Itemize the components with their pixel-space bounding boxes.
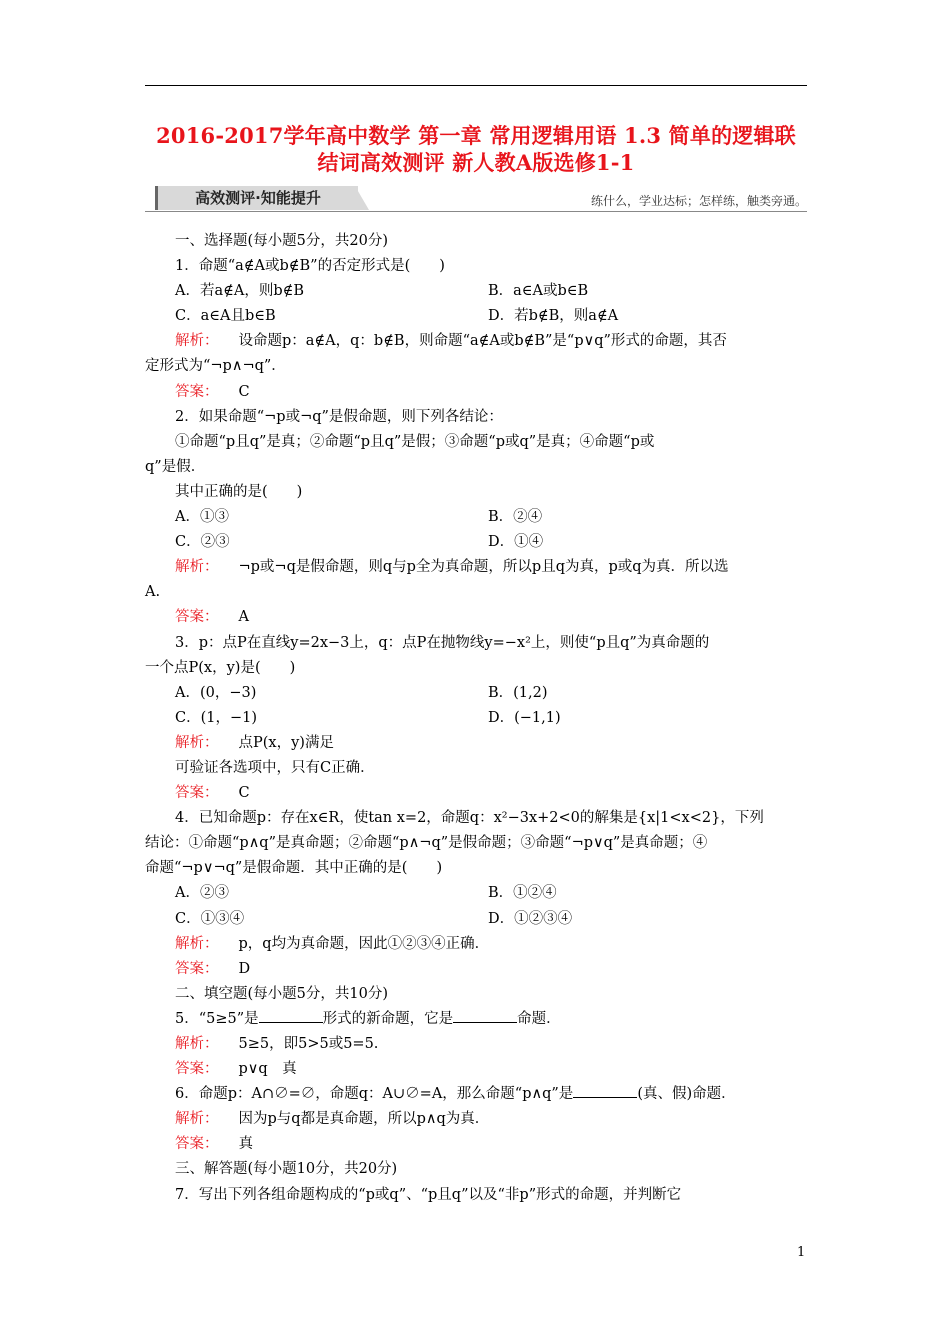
answer-text: 真 bbox=[238, 1136, 253, 1153]
section-heading: 三、解答题(每小题10分，共20分) bbox=[175, 1161, 398, 1178]
document-title bbox=[145, 122, 807, 176]
question-text: 3．p：点P在直线y=2x−3上，q：点P在抛物线y=−x²上，则使“p且q”为真命题的 bbox=[175, 634, 710, 651]
option-row bbox=[145, 681, 807, 706]
answer-text: C bbox=[238, 785, 250, 802]
answer-blank bbox=[453, 1008, 517, 1023]
analysis-label: 解析： bbox=[175, 559, 219, 576]
answer-line bbox=[145, 957, 807, 982]
question-continuation: 命题“¬p∨¬q”是假命题．其中正确的是( ) bbox=[145, 860, 443, 877]
answer-line bbox=[145, 605, 807, 630]
question-part: 5．“5≥5”是 bbox=[175, 1010, 259, 1027]
question-continuation: 结论：①命题“p∧q”是真命题；②命题“p∧¬q”是假命题；③命题“¬p∨q”是真命题；④ bbox=[145, 835, 708, 852]
answer-line bbox=[145, 380, 807, 405]
banner-tab: 高效测评·知能提升 bbox=[155, 186, 358, 210]
option-d: D．①②③④ bbox=[488, 910, 573, 927]
answer-label: 答案： bbox=[175, 609, 219, 626]
answer-label: 答案： bbox=[175, 1136, 219, 1153]
question-part: 命题． bbox=[517, 1010, 561, 1027]
question-text: ①命题“p且q”是真；②命题“p且q”是假；③命题“p或q”是真；④命题“p或 bbox=[175, 433, 655, 450]
title-line-2: 结词高效测评 新人教A版选修1-1 bbox=[317, 150, 635, 175]
analysis-label: 解析： bbox=[175, 1111, 219, 1128]
option-b: B．②④ bbox=[488, 509, 543, 526]
analysis-continuation: 定形式为“¬p∧¬q”． bbox=[145, 358, 286, 375]
answer-blank bbox=[259, 1008, 323, 1023]
question-part: 6．命题p：A∩∅=∅，命题q：A∪∅=A，那么命题“p∧q”是 bbox=[175, 1086, 574, 1103]
analysis-line bbox=[145, 731, 807, 756]
option-row bbox=[145, 505, 807, 530]
option-row bbox=[145, 530, 807, 555]
analysis-line bbox=[145, 329, 807, 354]
answer-text: A bbox=[238, 609, 249, 626]
analysis-line bbox=[145, 1032, 807, 1057]
option-c: C．①③④ bbox=[175, 910, 245, 927]
answer-line bbox=[145, 781, 807, 806]
banner-rule bbox=[145, 211, 807, 212]
question-part: (真、假)命题． bbox=[637, 1086, 736, 1103]
question-part: 形式的新命题，它是 bbox=[322, 1010, 454, 1027]
option-row bbox=[145, 304, 807, 329]
analysis-continuation: A. bbox=[145, 584, 161, 601]
question-continuation: q”是假． bbox=[145, 458, 206, 475]
analysis-text: 设命题p：a∉A，q：b∉B，则命题“a∉A或b∉B”是“p∨q”形式的命题，其否 bbox=[238, 333, 727, 350]
answer-text: D bbox=[238, 960, 251, 977]
analysis-label: 解析： bbox=[175, 935, 219, 952]
option-d: D．若b∉B，则a∉A bbox=[488, 308, 619, 325]
option-a: A．②③ bbox=[175, 885, 229, 902]
analysis-line bbox=[145, 555, 807, 580]
section-heading: 二、填空题(每小题5分，共10分) bbox=[175, 985, 388, 1002]
answer-label: 答案： bbox=[175, 1061, 219, 1078]
content-body bbox=[145, 229, 807, 1208]
analysis-text: 因为p与q都是真命题，所以p∧q为真． bbox=[238, 1111, 490, 1128]
option-d: D．(−1,1) bbox=[488, 709, 561, 726]
analysis-label: 解析： bbox=[175, 734, 219, 751]
answer-blank bbox=[573, 1083, 637, 1098]
analysis-text: p，q均为真命题，因此①②③④正确． bbox=[238, 935, 490, 952]
analysis-text: 可验证各选项中，只有C正确． bbox=[175, 759, 375, 776]
question-text: 1．命题“a∉A或b∉B”的否定形式是( ) bbox=[175, 258, 445, 275]
question-text: 7．写出下列各组命题构成的“p或q”、“p且q”以及“非p”形式的命题，并判断它 bbox=[175, 1186, 682, 1203]
option-a: A．若a∉A，则b∉B bbox=[175, 283, 304, 300]
question-text: 4．已知命题p：存在x∈R，使tan x=2，命题q：x²−3x+2<0的解集是{x|1<x<2}，下列 bbox=[175, 810, 764, 827]
analysis-label: 解析： bbox=[175, 333, 219, 350]
analysis-line bbox=[145, 1107, 807, 1132]
answer-label: 答案： bbox=[175, 785, 219, 802]
analysis-label: 解析： bbox=[175, 1036, 219, 1052]
answer-label: 答案： bbox=[175, 960, 219, 977]
option-d: D．①④ bbox=[488, 534, 544, 551]
answer-text: C bbox=[238, 383, 250, 400]
section-heading: 一、选择题(每小题5分，共20分) bbox=[175, 233, 388, 249]
page-number: 1 bbox=[797, 1245, 806, 1260]
analysis-text: ¬p或¬q是假命题，则q与p全为真命题，所以p且q为真，p或q为真．所以选 bbox=[238, 559, 729, 576]
option-a: A．(0，−3) bbox=[175, 684, 257, 701]
question-text: 2．如果命题“¬p或¬q”是假命题，则下列各结论： bbox=[175, 408, 503, 425]
option-a: A．①③ bbox=[175, 509, 229, 526]
answer-text: p∨q 真 bbox=[238, 1061, 297, 1078]
banner-tab-slope bbox=[355, 186, 369, 210]
option-c: C．a∈A且b∈B bbox=[175, 308, 276, 325]
question-continuation: 一个点P(x，y)是( ) bbox=[145, 659, 296, 676]
answer-line bbox=[145, 1057, 807, 1082]
option-row bbox=[145, 706, 807, 731]
question-text bbox=[145, 1082, 807, 1107]
analysis-text: 点P(x，y)满足 bbox=[238, 734, 334, 751]
option-row bbox=[145, 907, 807, 932]
option-row bbox=[145, 279, 807, 304]
option-row bbox=[145, 881, 807, 906]
title-line-1: 2016-2017学年高中数学 第一章 常用逻辑用语 1.3 简单的逻辑联 bbox=[156, 123, 796, 148]
question-text bbox=[145, 1007, 807, 1032]
option-b: B．a∈A或b∈B bbox=[488, 283, 589, 300]
section-banner bbox=[145, 184, 807, 216]
option-b: B．(1,2) bbox=[488, 684, 548, 701]
answer-label: 答案： bbox=[175, 383, 219, 400]
option-c: C．(1，−1) bbox=[175, 709, 258, 726]
banner-motto: 练什么，学业达标；怎样练，触类旁通。 bbox=[590, 194, 807, 208]
option-c: C．②③ bbox=[175, 534, 230, 551]
option-b: B．①②④ bbox=[488, 885, 557, 902]
top-rule bbox=[145, 85, 807, 86]
analysis-line bbox=[145, 932, 807, 957]
analysis-text: 5≥5，即5>5或5=5. bbox=[238, 1036, 379, 1052]
question-text: 其中正确的是( ) bbox=[175, 483, 303, 500]
answer-line bbox=[145, 1132, 807, 1157]
